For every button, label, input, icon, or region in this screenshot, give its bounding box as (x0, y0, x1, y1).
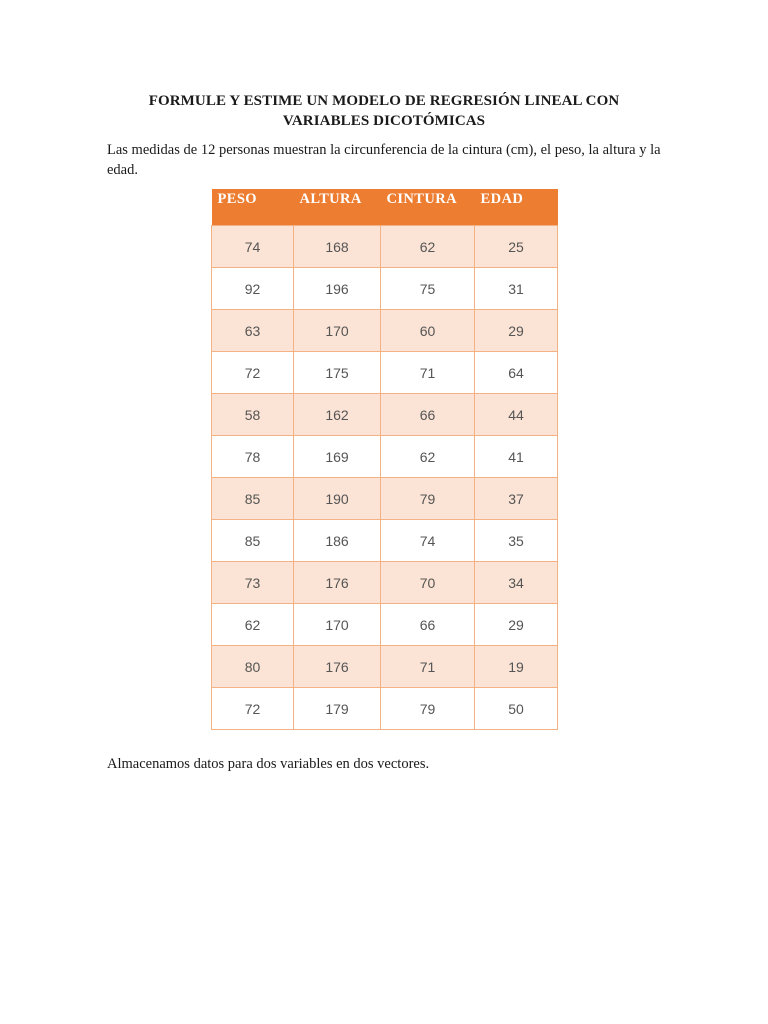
cell-peso: 74 (212, 226, 294, 268)
cell-edad: 29 (475, 310, 558, 352)
cell-edad: 29 (475, 604, 558, 646)
cell-altura: 179 (294, 688, 381, 730)
table-row (212, 436, 558, 478)
table-row (212, 562, 558, 604)
cell-cintura: 74 (381, 520, 475, 562)
cell-peso: 85 (212, 520, 294, 562)
table-row (212, 646, 558, 688)
cell-edad: 37 (475, 478, 558, 520)
table-row (212, 688, 558, 730)
cell-cintura: 70 (381, 562, 475, 604)
cell-altura: 176 (294, 646, 381, 688)
cell-peso: 92 (212, 268, 294, 310)
cell-cintura: 79 (381, 688, 475, 730)
table-row (212, 604, 558, 646)
closing-paragraph: Almacenamos datos para dos variables en dos vectores. (107, 756, 430, 772)
document-title-line-1: FORMULE Y ESTIME UN MODELO DE REGRESIÓN LINEAL CON (148, 93, 620, 109)
table-body (212, 226, 558, 730)
cell-altura: 175 (294, 352, 381, 394)
cell-altura: 168 (294, 226, 381, 268)
cell-cintura: 62 (381, 436, 475, 478)
table-row (212, 352, 558, 394)
cell-peso: 72 (212, 688, 294, 730)
table-row (212, 520, 558, 562)
cell-peso: 63 (212, 310, 294, 352)
table-row (212, 268, 558, 310)
cell-edad: 50 (475, 688, 558, 730)
header-altura: ALTURA (294, 189, 381, 226)
cell-altura: 169 (294, 436, 381, 478)
table-row (212, 226, 558, 268)
cell-altura: 186 (294, 520, 381, 562)
header-peso: PESO (212, 189, 294, 226)
cell-cintura: 79 (381, 478, 475, 520)
cell-edad: 41 (475, 436, 558, 478)
cell-edad: 31 (475, 268, 558, 310)
cell-edad: 64 (475, 352, 558, 394)
cell-peso: 80 (212, 646, 294, 688)
cell-edad: 35 (475, 520, 558, 562)
measurements-table (211, 189, 558, 730)
document-title (0, 91, 768, 131)
cell-altura: 176 (294, 562, 381, 604)
cell-cintura: 66 (381, 394, 475, 436)
cell-edad: 34 (475, 562, 558, 604)
header-cintura: CINTURA (381, 189, 475, 226)
cell-edad: 25 (475, 226, 558, 268)
cell-peso: 78 (212, 436, 294, 478)
cell-cintura: 62 (381, 226, 475, 268)
cell-cintura: 71 (381, 646, 475, 688)
header-edad: EDAD (475, 189, 558, 226)
cell-peso: 62 (212, 604, 294, 646)
cell-cintura: 66 (381, 604, 475, 646)
cell-peso: 73 (212, 562, 294, 604)
document-title-line-2: VARIABLES DICOTÓMICAS (282, 113, 486, 129)
cell-cintura: 71 (381, 352, 475, 394)
cell-cintura: 60 (381, 310, 475, 352)
table-row (212, 478, 558, 520)
table-row (212, 394, 558, 436)
table-row (212, 310, 558, 352)
cell-edad: 19 (475, 646, 558, 688)
cell-altura: 162 (294, 394, 381, 436)
cell-cintura: 75 (381, 268, 475, 310)
cell-peso: 85 (212, 478, 294, 520)
cell-altura: 190 (294, 478, 381, 520)
cell-edad: 44 (475, 394, 558, 436)
intro-paragraph: Las medidas de 12 personas muestran la circunferencia de la cintura (cm), el peso, la altura y la edad. (107, 142, 661, 178)
cell-peso: 58 (212, 394, 294, 436)
cell-altura: 170 (294, 310, 381, 352)
cell-altura: 196 (294, 268, 381, 310)
cell-altura: 170 (294, 604, 381, 646)
cell-peso: 72 (212, 352, 294, 394)
table-header-row (212, 189, 558, 226)
